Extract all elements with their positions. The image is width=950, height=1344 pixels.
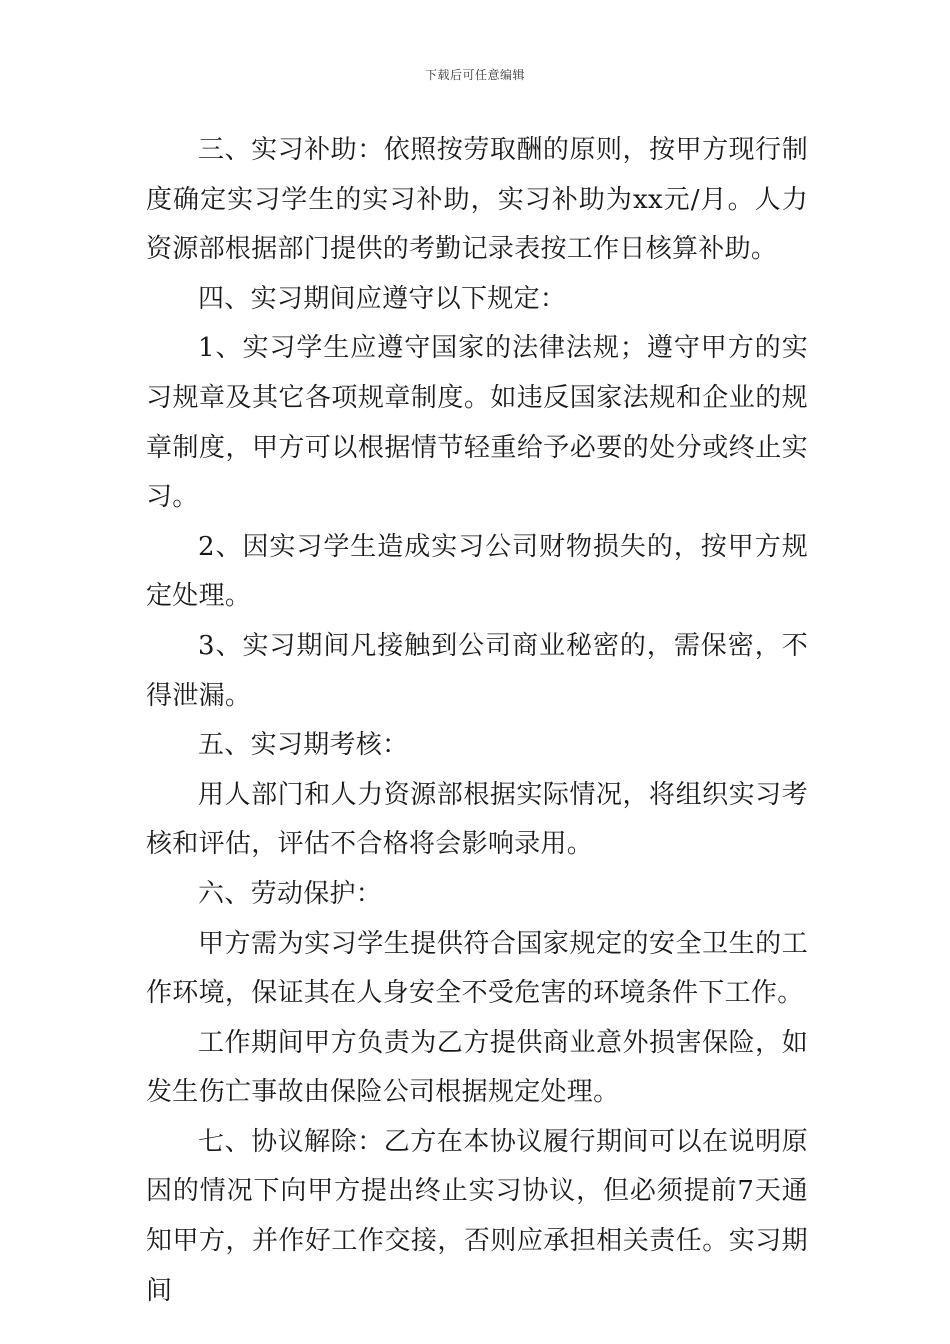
paragraph-protection-heading: 六、劳动保护：: [198, 878, 383, 909]
document-body: [146, 126, 808, 1316]
paragraph-termination: 七、协议解除：乙方在本协议履行期间可以在说明原因的情况下向甲方提出终止实习协议，但必须提前7天通知甲方，并作好工作交接，否则应承担相关责任。实习期间: [146, 1126, 808, 1306]
paragraph-protection-environment: 甲方需为实习学生提供符合国家规定的安全卫生的工作环境，保证其在人身安全不受危害的环境条件下工作。: [146, 928, 808, 1009]
paragraph-rule-1: 1、实习学生应遵守国家的法律法规；遵守甲方的实习规章及其它各项规章制度。如违反国家法规和企业的规章制度，甲方可以根据情节轻重给予必要的处分或终止实习。: [146, 333, 808, 513]
paragraph-assessment: 用人部门和人力资源部根据实际情况，将组织实习考核和评估，评估不合格将会影响录用。: [146, 779, 808, 860]
paragraph-rule-3: 3、实习期间凡接触到公司商业秘密的，需保密，不得泄漏。: [146, 630, 808, 711]
paragraph-rule-2: 2、因实习学生造成实习公司财物损失的，按甲方规定处理。: [146, 531, 808, 612]
paragraph-rules-heading: 四、实习期间应遵守以下规定：: [198, 283, 567, 314]
paragraph-assessment-heading: 五、实习期考核：: [198, 730, 409, 761]
page-header-note: 下载后可任意编辑: [424, 68, 525, 82]
paragraph-protection-insurance: 工作期间甲方负责为乙方提供商业意外损害保险，如发生伤亡事故由保险公司根据规定处理。: [146, 1027, 808, 1108]
paragraph-internship-allowance: 三、实习补助：依照按劳取酬的原则，按甲方现行制度确定实习学生的实习补助，实习补助为xx元/月。人力资源部根据部门提供的考勤记录表按工作日核算补助。: [146, 135, 808, 265]
